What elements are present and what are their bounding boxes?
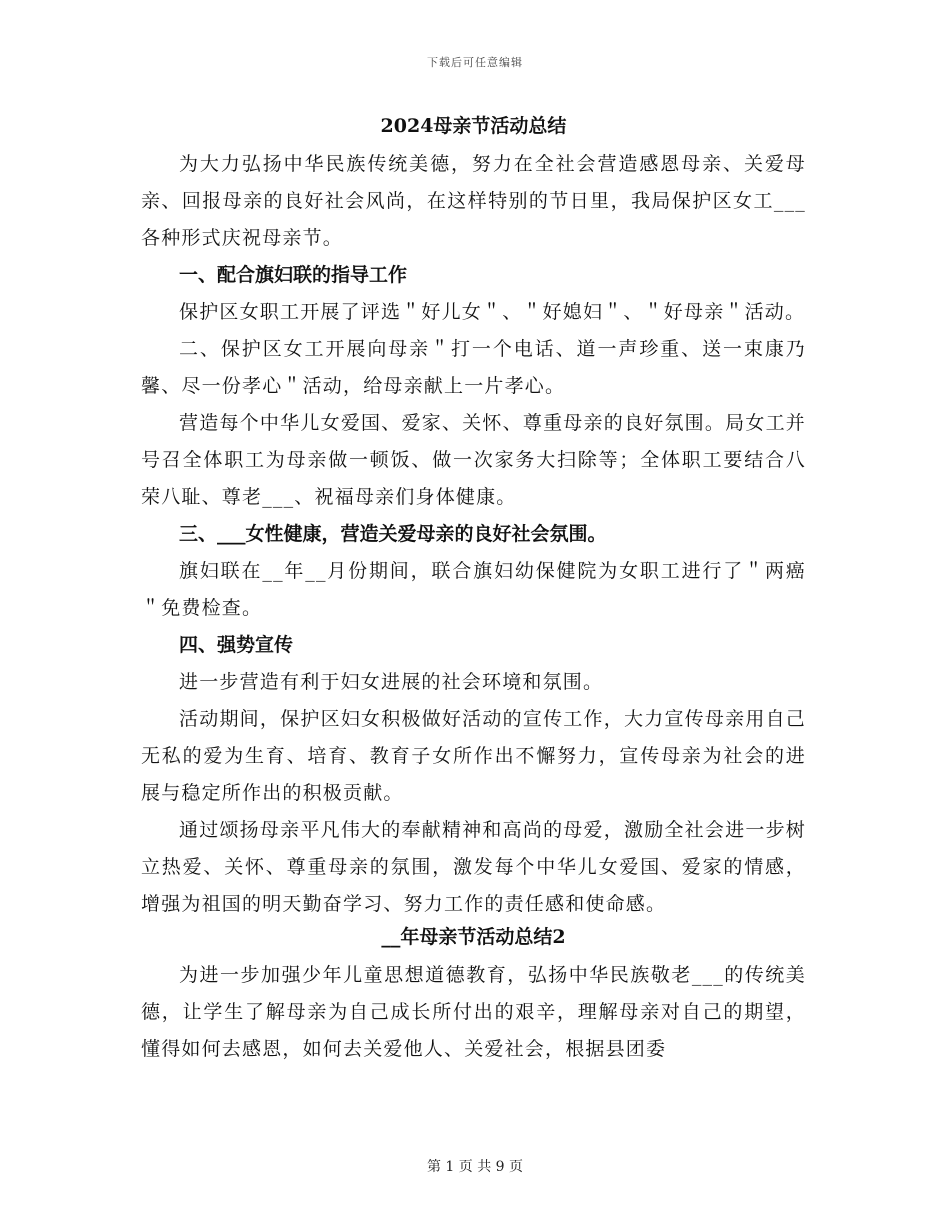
section-heading: 四、强势宣传 — [179, 634, 294, 656]
section-heading: 三、___女性健康，营造关爱母亲的良好社会氛围。 — [179, 523, 607, 545]
paragraph: 旗妇联在__年__月份期间，联合旗妇幼保健院为女职工进行了＂两癌＂免费检查。 — [141, 560, 806, 619]
header-note: 下载后可任意编辑 — [427, 56, 523, 69]
paragraph: 二、保护区女工开展向母亲＂打一个电话、道一声珍重、送一束康乃馨、尽一份孝心＂活动，给母亲献上一片孝心。 — [141, 338, 806, 397]
paragraph: 营造每个中华儿女爱国、爱家、关怀、尊重母亲的良好氛围。局女工并号召全体职工为母亲做一顿饭、做一次家务大扫除等；全体职工要结合八荣八耻、尊老___、祝福母亲们身体健康。 — [141, 412, 806, 508]
paragraph: 通过颂扬母亲平凡伟大的奉献精神和高尚的母爱，激励全社会进一步树立热爱、关怀、尊重母亲的氛围，激发每个中华儿女爱国、爱家的情感，增强为祖国的明天勤奋学习、努力工作的责任感和使命感。 — [141, 819, 806, 915]
document-title: 2024母亲节活动总结 — [380, 115, 567, 137]
paragraph: 为进一步加强少年儿童思想道德教育，弘扬中华民族敬老___的传统美德，让学生了解母亲为自己成长所付出的艰辛，理解母亲对自己的期望，懂得如何去感恩，如何去关爱他人、关爱社会，根据县团委 — [141, 964, 806, 1060]
document-body — [141, 112, 806, 1068]
paragraph: 保护区女职工开展了评选＂好儿女＂、＂好媳妇＂、＂好母亲＂活动。 — [179, 301, 806, 323]
paragraph: 为大力弘扬中华民族传统美德，努力在全社会营造感恩母亲、关爱母亲、回报母亲的良好社会风尚，在这样特别的节日里，我局保护区女工___各种形式庆祝母亲节。 — [141, 153, 806, 249]
paragraph: 进一步营造有利于妇女进展的社会环境和氛围。 — [179, 671, 604, 693]
second-title: __年母亲节活动总结2 — [381, 926, 566, 948]
page-footer: 第 1 页 共 9 页 — [426, 1159, 524, 1175]
section-heading: 一、配合旗妇联的指导工作 — [179, 264, 408, 286]
paragraph: 活动期间，保护区妇女积极做好活动的宣传工作，大力宣传母亲用自己无私的爱为生育、培育、教育子女所作出不懈努力，宣传母亲为社会的进展与稳定所作出的积极贡献。 — [141, 708, 806, 804]
